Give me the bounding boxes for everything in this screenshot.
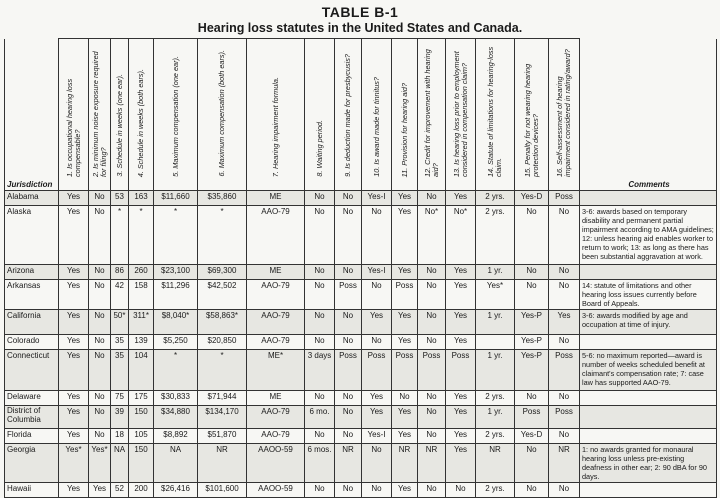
value-cell: 260	[129, 265, 154, 280]
value-cell: 163	[129, 191, 154, 206]
value-cell: ME*	[247, 350, 305, 391]
value-cell: No	[305, 310, 335, 335]
value-cell: No	[549, 335, 580, 350]
value-cell: No	[335, 406, 362, 429]
value-cell: Yes	[392, 265, 418, 280]
table-row	[5, 335, 717, 350]
value-cell: AAO-79	[247, 310, 305, 335]
table-subtitle: Hearing loss statutes in the United States and Canada.	[197, 21, 523, 35]
value-cell: No	[305, 391, 335, 406]
value-cell: Yes	[89, 483, 111, 498]
value-cell: No	[549, 280, 580, 310]
value-cell: Yes-P	[515, 335, 549, 350]
jurisdiction-header: Jurisdiction	[5, 179, 59, 191]
value-cell: No	[418, 406, 446, 429]
value-cell: 39	[111, 406, 129, 429]
value-cell: NR	[418, 444, 446, 483]
value-cell: ME	[247, 191, 305, 206]
value-cell: No	[305, 206, 335, 265]
value-cell: 105	[129, 429, 154, 444]
statutes-table-container	[4, 38, 716, 493]
value-cell: Poss	[418, 350, 446, 391]
value-cell: Yes	[392, 483, 418, 498]
value-cell: Yes-P	[515, 310, 549, 335]
value-cell: Yes	[59, 391, 89, 406]
value-cell: Poss	[515, 406, 549, 429]
value-cell: No	[89, 350, 111, 391]
value-cell: AAO-79	[247, 429, 305, 444]
value-cell: No	[515, 206, 549, 265]
column-header: 3. Schedule in weeks (one ear).	[111, 39, 129, 180]
table-row	[5, 191, 717, 206]
value-cell: 75	[111, 391, 129, 406]
value-cell: Yes-P	[515, 350, 549, 391]
table-row	[5, 206, 717, 265]
value-cell: 50*	[111, 310, 129, 335]
value-cell: $35,860	[198, 191, 247, 206]
value-cell: Yes	[549, 310, 580, 335]
value-cell: AAO-79	[247, 206, 305, 265]
value-cell: No	[335, 191, 362, 206]
value-cell: 175	[129, 391, 154, 406]
table-row	[5, 391, 717, 406]
value-cell: Yes	[59, 350, 89, 391]
value-cell	[476, 335, 515, 350]
value-cell: Poss	[335, 350, 362, 391]
value-cell: Yes-I	[362, 429, 392, 444]
value-cell: No	[418, 391, 446, 406]
column-header: 13. Is hearing loss prior to employment considered in compensation claim?	[446, 39, 476, 180]
value-cell: NA	[154, 444, 198, 483]
value-cell: 53	[111, 191, 129, 206]
value-cell: AAO-79	[247, 406, 305, 429]
value-cell: Yes	[59, 310, 89, 335]
value-cell: Yes-I	[362, 191, 392, 206]
column-header: 4. Schedule in weeks (both ears).	[129, 39, 154, 180]
comment-cell	[580, 335, 717, 350]
column-header-row	[5, 39, 717, 180]
value-cell: No	[305, 280, 335, 310]
value-cell: No	[418, 429, 446, 444]
value-cell: No	[418, 265, 446, 280]
jurisdiction-cell: Arizona	[5, 265, 59, 280]
value-cell: Yes	[446, 265, 476, 280]
label-row	[5, 179, 717, 191]
value-cell: $69,300	[198, 265, 247, 280]
value-cell: 18	[111, 429, 129, 444]
jurisdiction-cell: District of Columbia	[5, 406, 59, 429]
value-cell: $23,100	[154, 265, 198, 280]
value-cell: No	[418, 280, 446, 310]
statutes-table	[4, 38, 717, 498]
value-cell: Yes	[59, 429, 89, 444]
value-cell: No	[305, 429, 335, 444]
value-cell: No	[549, 391, 580, 406]
value-cell: No	[335, 335, 362, 350]
value-cell: 1 yr.	[476, 350, 515, 391]
value-cell: No	[515, 483, 549, 498]
column-header: 9. Is deduction made for presbycusis?	[335, 39, 362, 180]
value-cell: No	[305, 335, 335, 350]
value-cell: $34,880	[154, 406, 198, 429]
value-cell: 2 yrs.	[476, 391, 515, 406]
value-cell: NA	[111, 444, 129, 483]
value-cell: Yes*	[59, 444, 89, 483]
value-cell: $20,850	[198, 335, 247, 350]
value-cell: Yes-D	[515, 429, 549, 444]
jurisdiction-cell: Alaska	[5, 206, 59, 265]
column-header: 1. Is occupational hearing loss compensable?	[59, 39, 89, 180]
value-cell: $30,833	[154, 391, 198, 406]
value-cell: No	[335, 483, 362, 498]
value-cell: No	[362, 206, 392, 265]
value-cell: Yes	[446, 280, 476, 310]
value-cell: No	[549, 483, 580, 498]
value-cell: 3 days	[305, 350, 335, 391]
value-cell: No	[515, 265, 549, 280]
column-header: 2. Is minimum noise exposure required for filing?	[89, 39, 111, 180]
value-cell: No*	[418, 206, 446, 265]
value-cell: No	[362, 483, 392, 498]
comment-cell: 3-6: awards modified by age and occupation at time of injury.	[580, 310, 717, 335]
value-cell: NR	[392, 444, 418, 483]
column-header: 15. Penalty for not wearing hearing protection devices?	[515, 39, 549, 180]
value-cell: No	[362, 444, 392, 483]
value-cell: *	[198, 350, 247, 391]
value-cell: 35	[111, 335, 129, 350]
value-cell: Yes	[59, 335, 89, 350]
value-cell: No	[305, 191, 335, 206]
value-cell: No	[89, 191, 111, 206]
value-cell: Yes	[392, 191, 418, 206]
value-cell: 2 yrs.	[476, 191, 515, 206]
value-cell: Yes*	[89, 444, 111, 483]
table-row	[5, 310, 717, 335]
value-cell: 2 yrs.	[476, 429, 515, 444]
table-title: TABLE B-1	[321, 4, 399, 20]
value-cell: Yes	[392, 429, 418, 444]
jurisdiction-cell: Florida	[5, 429, 59, 444]
column-header: 8. Waiting period.	[305, 39, 335, 180]
comment-cell: 14: statute of limitations and other hearing loss issues currently before Board of Appeals.	[580, 280, 717, 310]
column-header: 11. Provision for hearing aid?	[392, 39, 418, 180]
value-cell: No	[549, 265, 580, 280]
value-cell: Yes	[446, 191, 476, 206]
comment-cell: 5-6: no maximum reported—award is number of weeks scheduled benefit at claimant's compensation rate; 7: case law has supported AAO-79.	[580, 350, 717, 391]
value-cell: Yes*	[476, 280, 515, 310]
value-cell: Yes	[446, 429, 476, 444]
comment-cell	[580, 391, 717, 406]
jurisdiction-cell: Alabama	[5, 191, 59, 206]
column-header: 12. Credit for improvement with hearing aid?	[418, 39, 446, 180]
value-cell: No	[335, 429, 362, 444]
value-cell: 35	[111, 350, 129, 391]
value-cell: $5,250	[154, 335, 198, 350]
value-cell: No	[335, 206, 362, 265]
jurisdiction-cell: Connecticut	[5, 350, 59, 391]
value-cell: No	[418, 335, 446, 350]
value-cell: $11,296	[154, 280, 198, 310]
value-cell: No	[89, 206, 111, 265]
value-cell: 6 mos.	[305, 444, 335, 483]
comment-cell	[580, 429, 717, 444]
value-cell: Yes	[59, 483, 89, 498]
value-cell: 139	[129, 335, 154, 350]
jurisdiction-cell: Georgia	[5, 444, 59, 483]
value-cell: Yes	[362, 391, 392, 406]
value-cell: No	[392, 391, 418, 406]
value-cell: Yes	[59, 280, 89, 310]
value-cell: No	[89, 310, 111, 335]
value-cell: No	[305, 265, 335, 280]
value-cell: $71,944	[198, 391, 247, 406]
value-cell: Yes	[446, 391, 476, 406]
value-cell: No*	[446, 206, 476, 265]
comment-cell	[580, 483, 717, 498]
value-cell: AAO-79	[247, 335, 305, 350]
column-header: 10. Is award made for tinnitus?	[362, 39, 392, 180]
value-cell: $8,040*	[154, 310, 198, 335]
value-cell: 200	[129, 483, 154, 498]
column-header: 7. Hearing impairment formula.	[247, 39, 305, 180]
value-cell: No	[515, 280, 549, 310]
value-cell: Poss	[446, 350, 476, 391]
value-cell: Poss	[335, 280, 362, 310]
value-cell: ME	[247, 391, 305, 406]
value-cell: No	[549, 429, 580, 444]
value-cell: ME	[247, 265, 305, 280]
value-cell: No	[335, 391, 362, 406]
value-cell: *	[154, 206, 198, 265]
value-cell: No	[89, 429, 111, 444]
comments-header: Comments	[580, 179, 717, 191]
value-cell: 2 yrs.	[476, 483, 515, 498]
value-cell: Poss	[549, 350, 580, 391]
jurisdiction-cell: California	[5, 310, 59, 335]
comment-cell: 3-6: awards based on temporary disability and permanent partial impairment according to AMA guidelines; 12: unless hearing aid enables worker to return to work; 13: as long as there has been substantial aggravation at work.	[580, 206, 717, 265]
value-cell: No	[446, 483, 476, 498]
value-cell: No	[305, 483, 335, 498]
value-cell: Yes	[59, 406, 89, 429]
column-header: 6. Maximum compensation (both ears).	[198, 39, 247, 180]
value-cell: $8,892	[154, 429, 198, 444]
jurisdiction-cell: Arkansas	[5, 280, 59, 310]
value-cell: No	[335, 265, 362, 280]
value-cell: *	[111, 206, 129, 265]
value-cell: AAOO-59	[247, 444, 305, 483]
value-cell: $26,416	[154, 483, 198, 498]
value-cell: Yes	[446, 406, 476, 429]
comments-header-cell	[580, 39, 717, 180]
value-cell: 150	[129, 406, 154, 429]
value-cell: 6 mo.	[305, 406, 335, 429]
value-cell: 1 yr.	[476, 265, 515, 280]
value-cell: AAOO-59	[247, 483, 305, 498]
value-cell: Yes	[362, 310, 392, 335]
value-cell: No	[89, 265, 111, 280]
value-cell: Yes	[392, 406, 418, 429]
value-cell: 86	[111, 265, 129, 280]
value-cell: 158	[129, 280, 154, 310]
value-cell: Yes	[446, 335, 476, 350]
jurisdiction-cell: Hawaii	[5, 483, 59, 498]
value-cell: Yes-D	[515, 191, 549, 206]
value-cell: Yes	[392, 310, 418, 335]
value-cell: Poss	[549, 406, 580, 429]
table-row	[5, 350, 717, 391]
value-cell: 42	[111, 280, 129, 310]
value-cell: Yes	[59, 265, 89, 280]
value-cell: $101,600	[198, 483, 247, 498]
jurisdiction-cell: Colorado	[5, 335, 59, 350]
column-header: 14. Statute of limitations for hearing-loss claim.	[476, 39, 515, 180]
value-cell: *	[198, 206, 247, 265]
value-cell: 52	[111, 483, 129, 498]
table-row	[5, 444, 717, 483]
column-header: 5. Maximum compensation (one ear).	[154, 39, 198, 180]
column-header: 16. Self-assessment of hearing impairment considered in rating/award?	[549, 39, 580, 180]
value-cell: 311*	[129, 310, 154, 335]
value-cell: No	[515, 444, 549, 483]
value-cell: Yes	[392, 335, 418, 350]
value-cell: No	[89, 391, 111, 406]
value-cell: $134,170	[198, 406, 247, 429]
value-cell: $11,660	[154, 191, 198, 206]
comment-cell: 1: no awards granted for monaural hearing loss unless pre-existing deafness in other ear; 2: 90 dBA for 90 days.	[580, 444, 717, 483]
value-cell: 1 yr.	[476, 310, 515, 335]
value-cell: AAO-79	[247, 280, 305, 310]
value-cell: $58,863*	[198, 310, 247, 335]
value-cell: *	[129, 206, 154, 265]
value-cell: $42,502	[198, 280, 247, 310]
value-cell: Yes	[362, 406, 392, 429]
value-cell: Poss	[549, 191, 580, 206]
value-cell: *	[154, 350, 198, 391]
value-cell: NR	[549, 444, 580, 483]
table-row	[5, 429, 717, 444]
value-cell: Poss	[392, 280, 418, 310]
value-cell: 150	[129, 444, 154, 483]
value-cell: No	[89, 335, 111, 350]
value-cell: NR	[476, 444, 515, 483]
comment-cell	[580, 191, 717, 206]
value-cell: No	[549, 206, 580, 265]
value-cell: No	[362, 335, 392, 350]
comment-cell	[580, 406, 717, 429]
value-cell: Yes	[446, 444, 476, 483]
table-row	[5, 280, 717, 310]
value-cell: 1 yr.	[476, 406, 515, 429]
value-cell: Poss	[362, 350, 392, 391]
table-row	[5, 265, 717, 280]
value-cell: No	[418, 310, 446, 335]
value-cell: No	[418, 191, 446, 206]
value-cell: No	[515, 391, 549, 406]
value-cell: Poss	[392, 350, 418, 391]
value-cell: No	[89, 280, 111, 310]
value-cell: No	[362, 280, 392, 310]
value-cell: Yes	[59, 191, 89, 206]
value-cell: 104	[129, 350, 154, 391]
value-cell: NR	[198, 444, 247, 483]
table-row	[5, 483, 717, 498]
value-cell: No	[418, 483, 446, 498]
value-cell: 2 yrs.	[476, 206, 515, 265]
value-cell: $51,870	[198, 429, 247, 444]
table-body	[5, 191, 717, 498]
value-cell: Yes	[446, 310, 476, 335]
value-cell: Yes	[392, 206, 418, 265]
value-cell: Yes-I	[362, 265, 392, 280]
jurisdiction-header-cell	[5, 39, 59, 180]
value-cell: No	[89, 406, 111, 429]
value-cell: NR	[335, 444, 362, 483]
jurisdiction-cell: Delaware	[5, 391, 59, 406]
table-row	[5, 406, 717, 429]
value-cell: Yes	[59, 206, 89, 265]
value-cell: No	[335, 310, 362, 335]
comment-cell	[580, 265, 717, 280]
